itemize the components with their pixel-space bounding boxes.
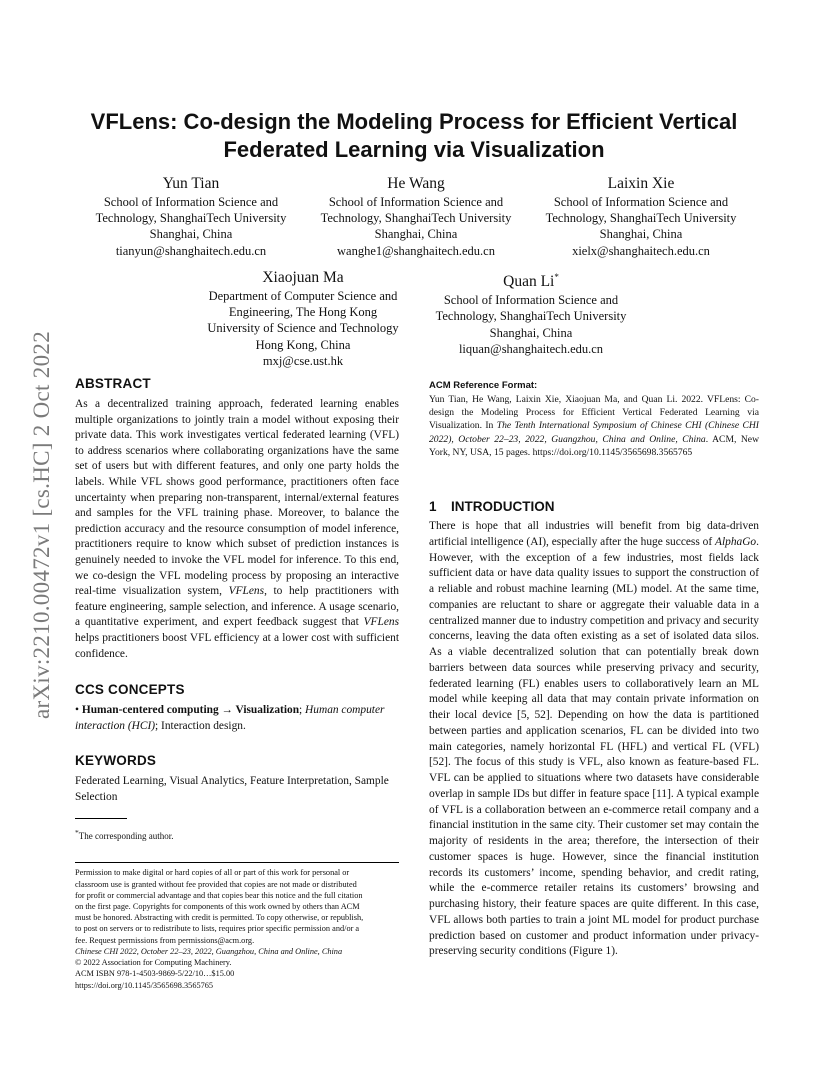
author-email: liquan@shanghaitech.edu.cn <box>458 341 604 356</box>
footnote-mark: * <box>75 828 79 838</box>
bullet: • <box>75 704 79 717</box>
footnote <box>75 827 399 842</box>
isbn: ACM ISBN 978-1-4503-9869-5/22/10…$15.00 <box>75 969 235 979</box>
authors-row-2 <box>198 268 634 369</box>
paper-title: VFLens: Co-design the Modeling Process for Efficient Vertical Federated Learning via Visualization <box>90 109 738 162</box>
acm-ref-part: Yun Tian, He Wang, Laixin Xie, Xiaojuan Ma, and Quan Li. 2022. VFLens: Co-design the Modeling Process for Efficient Vertical Federated Learning via Visualization. In <box>429 394 759 432</box>
doi: https://doi.org/10.1145/3565698.3565765 <box>75 980 214 990</box>
footnote-text: The corresponding author. <box>78 831 174 842</box>
author-affiliation: Technology, ShanghaiTech University <box>435 309 627 324</box>
keywords-text: Federated Learning, Visual Analytics, Feature Interpretation, Sample Selection <box>75 775 389 803</box>
ccs-concepts <box>75 703 399 734</box>
ccs-secondary: Human computer interaction (HCI) <box>75 704 385 732</box>
system-name: VFLens <box>363 616 399 629</box>
abstract-text-part: , to help practitioners with feature engineering, sample selection, and inference. A usage scenario, a quantitative experiment, and expert feedback suggest that <box>75 585 399 629</box>
author-location: Hong Kong, China <box>255 337 351 352</box>
permission-line: classroom use is granted without fee provided that copies are not made or distributed <box>75 879 357 889</box>
author-email: wanghe1@shanghaitech.edu.cn <box>337 243 495 258</box>
author-affiliation: Technology, ShanghaiTech University <box>95 211 287 226</box>
author-affiliation: School of Information Science and <box>103 195 279 209</box>
author-affiliation: Technology, ShanghaiTech University <box>545 211 737 226</box>
abstract-text-part: As a decentralized training approach, federated learning enables multiple organizations to jointly train a model without exposing their private data. This work investigates vertical federated learning (VFL) to address scenarios where collaborating organizations have the same set of users but with different features, and only one party holds the labels. While VFL shows good performance, practitioners often face uncertainty when preparing non-transparent, internal/external features and samples for the VFL training phase. Moreover, to balance the prediction accuracy and the resource consumption of model inference, practitioners require to know which subset of prediction instances is genuinely needed to invoke the VFL model for inference. To this end, we co-design the VFL modeling process by proposing an interactive real-time visualization system, <box>75 398 399 598</box>
introduction-heading <box>429 499 759 514</box>
author-block <box>428 268 634 369</box>
permission-line: for profit or commercial advantage and that copies bear this notice and the full citation <box>75 890 363 900</box>
right-column <box>429 380 759 960</box>
author-location: Shanghai, China <box>149 227 233 242</box>
author-email: xielx@shanghaitech.edu.cn <box>572 243 710 258</box>
abstract-text-part: helps practitioners boost VFL efficiency at a lower cost with sufficient confidence. <box>75 631 399 660</box>
acm-reference-text <box>429 393 759 459</box>
introduction-text <box>429 519 759 960</box>
author-name: Laixin Xie <box>607 175 675 192</box>
left-column <box>75 376 399 991</box>
author-affiliation: School of Information Science and <box>328 195 504 209</box>
intro-text-part: There is hope that all industries will benefit from big data-driven artificial intelligence (AI), especially after the huge success of <box>429 520 759 548</box>
acm-ref-part: . ACM, New York, NY, USA, 15 pages. https://doi.org/10.1145/3565698.3565765 <box>429 433 759 458</box>
author-block <box>313 174 519 259</box>
section-title: INTRODUCTION <box>451 499 555 515</box>
permission-line: to post on servers or to redistribute to lists, requires prior specific permission and/or a <box>75 924 360 934</box>
permission-line: on the first page. Copyrights for components of this work owned by others than ACM <box>75 902 360 912</box>
venue <box>75 946 399 957</box>
ccs-rest: ; Interaction design. <box>155 719 246 732</box>
author-name: Yun Tian <box>162 175 220 192</box>
permission-block <box>75 867 399 990</box>
footnote-rule <box>75 818 127 819</box>
author-block <box>538 174 744 259</box>
author-location: Shanghai, China <box>489 325 573 340</box>
author-email: mxj@cse.ust.hk <box>262 353 344 368</box>
abstract-text <box>75 397 399 662</box>
ccs-heading: CCS CONCEPTS <box>75 682 185 698</box>
author-affiliation: Technology, ShanghaiTech University <box>320 211 512 226</box>
arxiv-stamp-text: arXiv:2210.00472v1 [cs.HC] 2 Oct 2022 <box>29 331 54 719</box>
introduction-section <box>429 499 759 960</box>
author-affiliation: University of Science and Technology <box>207 321 399 336</box>
author-name <box>428 268 634 291</box>
ccs-sep: ; <box>299 704 306 717</box>
author-affiliation: Department of Computer Science and <box>208 289 398 303</box>
copyright: © 2022 Association for Computing Machinery. <box>75 958 232 968</box>
corresponding-mark: * <box>554 272 559 282</box>
author-block <box>88 174 294 259</box>
ccs-primary: Human-centered computing → Visualization <box>81 704 300 717</box>
author-location: Shanghai, China <box>599 227 683 242</box>
permission-line: must be honored. Abstracting with credit is permitted. To copy otherwise, or republish, <box>75 913 364 923</box>
permission-line: Permission to make digital or hard copies of all or part of this work for personal or <box>75 868 350 878</box>
author-name: Xiaojuan Ma <box>262 269 344 286</box>
acm-ref-venue: The Tenth International Symposium of Chinese CHI (Chinese CHI 2022), October 22–23, 2022, Guangzhou, China and Online, China <box>429 420 759 445</box>
author-name: He Wang <box>387 175 445 192</box>
arxiv-stamp <box>22 290 62 760</box>
alphago: AlphaGo <box>715 535 757 548</box>
acm-reference-heading: ACM Reference Format: <box>429 380 538 391</box>
authors-row-1 <box>88 174 744 259</box>
author-affiliation: Engineering, The Hong Kong <box>228 305 378 320</box>
venue-text: Chinese CHI 2022, October 22–23, 2022, Guangzhou, China and Online, China <box>75 946 343 956</box>
permission-line: fee. Request permissions from permissions@acm.org. <box>75 935 255 945</box>
author-location: Shanghai, China <box>374 227 458 242</box>
system-name: VFLens <box>228 585 265 598</box>
section-number: 1 <box>429 499 437 515</box>
author-email: tianyun@shanghaitech.edu.cn <box>115 243 267 258</box>
intro-text-part: . However, with the exception of a few industries, most fields lack sufficient data or have data quality issues to support the construction of a reliable and robust machine learning (ML) model. At the same time, companies are reluctant to share or aggregate their valuable data in a centralized manner due to industry competition and privacy and security concerns, leaving the data often existing as a set of isolated data silos. As a viable decentralized solution that can potentially break down barriers between data sources while preserving privacy and security, federated learning (FL) enables users to collaboratively learn an ML model while keeping all data that may contain private information on their local device [5, 52]. Depending on how the data is partitioned between parties and application scenarios, FL can be divided into two main categories, namely horizontal FL (HFL) and vertical FL (VFL) [52]. The focus of this study is VFL, also known as feature-based FL. VFL can be applied to situations where two datasets have considerable overlap in sample IDs but differ in feature space [11]. A typical example of VFL is a collaboration between an e-commerce retail company and a financial institution in the same city. Their customer set may contain the majority of residents in the area; therefore, the intersection of their customer spaces is huge. However, since the financial institution records its customers’ income, spending behavior, and credit rating, while the e-commerce retailer retains its customers’ browsing and purchasing history, their feature spaces are quite different. In this case, VFL allows both parties to train a joint ML model for product purchase prediction based on customer and product information under privacy-preserving security conditions (Figure 1). <box>429 535 759 958</box>
author-affiliation: School of Information Science and <box>443 293 619 308</box>
abstract-heading: ABSTRACT <box>75 376 151 391</box>
author-affiliation: School of Information Science and <box>553 195 729 209</box>
author-name-text: Quan Li <box>503 273 555 291</box>
keywords-heading: KEYWORDS <box>75 753 157 769</box>
permission-rule <box>75 862 399 863</box>
author-block <box>198 268 408 369</box>
